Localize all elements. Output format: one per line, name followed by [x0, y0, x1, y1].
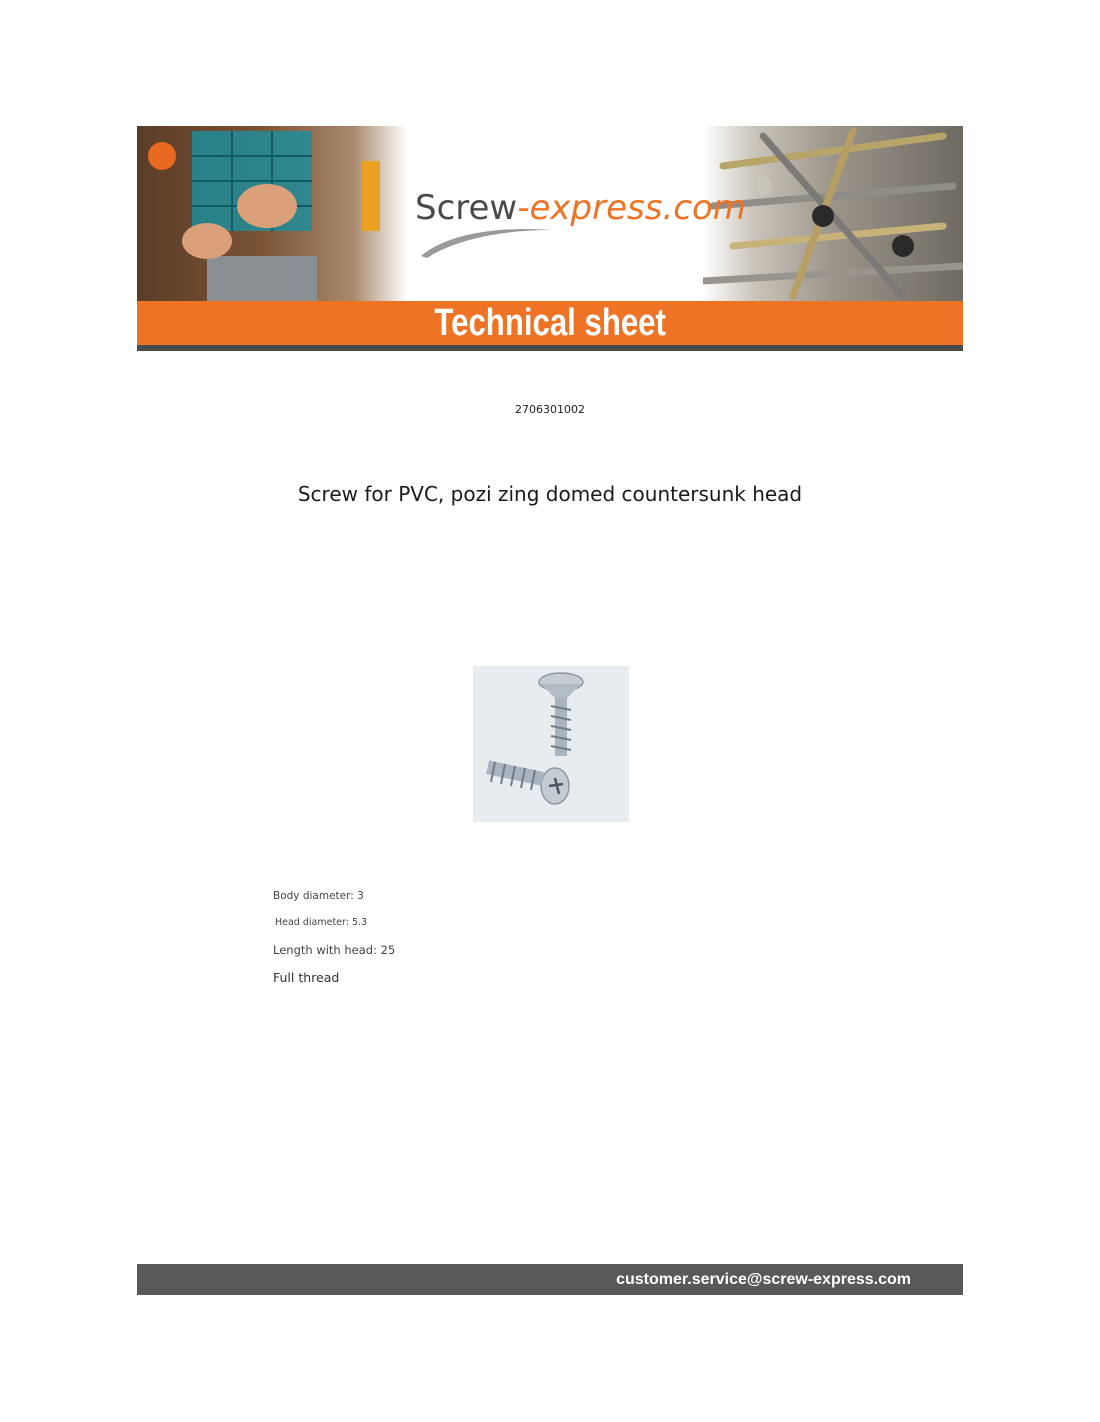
spec-head-diameter: Head diameter: 5.3	[275, 917, 368, 928]
product-title: Screw for PVC, pozi zing domed countersunk head	[297, 482, 803, 506]
technical-sheet-bar	[137, 301, 963, 345]
banner-divider	[137, 345, 963, 351]
spec-thread: Full thread	[273, 970, 340, 985]
product-image	[473, 666, 629, 822]
brand-logo	[415, 188, 746, 228]
banner-title: Technical sheet	[434, 302, 666, 344]
spec-length-with-head: Length with head: 25	[273, 943, 396, 957]
banner-photos	[137, 126, 963, 301]
product-reference: 2706301002	[515, 403, 585, 416]
brand-main: Screw	[415, 188, 518, 228]
footer-bar	[137, 1264, 963, 1295]
spec-body-diameter: Body diameter: 3	[273, 890, 364, 902]
logo-swoosh-icon	[417, 224, 557, 260]
brand-accent: -express.com	[517, 188, 746, 228]
header-banner	[137, 126, 963, 351]
tools-photo	[137, 126, 407, 301]
contact-email-link[interactable]: customer.service@screw-express.com	[616, 1271, 911, 1288]
